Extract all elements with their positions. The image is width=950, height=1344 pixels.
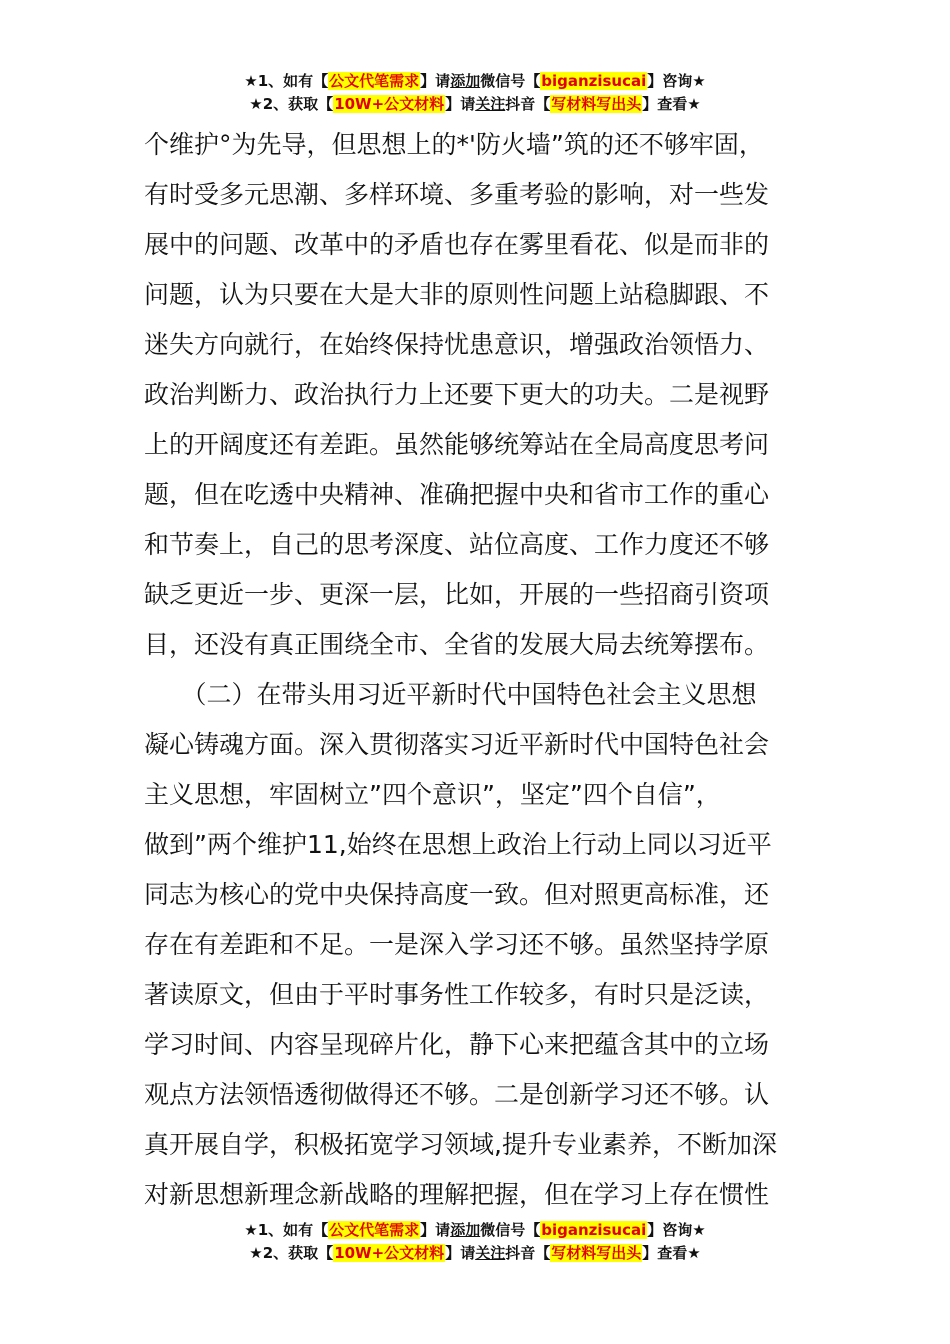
text-line: 存在有差距和不足。一是深入学习还不够。虽然坚持学原 (144, 930, 770, 959)
text-line: 著读原文，但由于平时事务性工作较多，有时只是泛读， (144, 980, 770, 1009)
follow-underline: 关注 (475, 95, 506, 113)
follow-underline: 关注 (475, 1244, 506, 1262)
text-line: 目，还没有真正围绕全市、全省的发展大局去统筹摆布。 (144, 630, 770, 659)
promo-text: ★2、获取【 (249, 95, 334, 113)
section-heading-line: （二）在带头用习近平新时代中国特色社会主义思想 (144, 680, 757, 709)
promo-text: ★2、获取【 (249, 1244, 334, 1262)
text-line: 缺乏更近一步、更深一层，比如，开展的一些招商引资项 (144, 580, 770, 609)
text-line: 做到”两个维护11,始终在思想上政治上行动上同以习近平 (144, 830, 772, 859)
douyin-id-highlight: 写材料写出头 (551, 1244, 642, 1262)
header-promo-banner (0, 70, 950, 116)
douyin-id-highlight: 写材料写出头 (551, 95, 642, 113)
add-underline: 添加 (450, 1221, 481, 1239)
text-line: 凝心铸魂方面。深入贯彻落实习近平新时代中国特色社会 (144, 730, 770, 759)
text-line: 上的开阔度还有差距。虽然能够统筹站在全局高度思考问 (144, 430, 770, 459)
text-line: 问题，认为只要在大是大非的原则性问题上站稳脚跟、不 (144, 280, 770, 309)
footer-promo-banner (0, 1219, 950, 1265)
promo-text: 抖音【 (505, 1244, 551, 1262)
text-line: 对新思想新理念新战略的理解把握，但在学习上存在惯性 (144, 1180, 770, 1209)
promo-line-2 (0, 1242, 950, 1265)
promo-text: 】咨询★ (647, 72, 706, 90)
promo-line-2 (0, 93, 950, 116)
promo-text: 微信号【 (480, 1221, 541, 1239)
text-line: 展中的问题、改革中的矛盾也存在雾里看花、似是而非的 (144, 230, 770, 259)
text-line: 和节奏上，自己的思考深度、站位高度、工作力度还不够 (144, 530, 770, 559)
text-line: 真开展自学，积极拓宽学习领域,提升专业素养，不断加深 (144, 1130, 777, 1159)
document-body (144, 120, 808, 1220)
promo-text: 】咨询★ (647, 1221, 706, 1239)
promo-text: 】请 (445, 95, 476, 113)
service-highlight: 公文代笔需求 (329, 72, 420, 90)
text-line: 同志为核心的党中央保持高度一致。但对照更高标准，还 (144, 880, 770, 909)
text-line: 政治判断力、政治执行力上还要下更大的功夫。二是视野 (144, 380, 770, 409)
promo-text: 】请 (445, 1244, 476, 1262)
service-highlight: 公文代笔需求 (329, 1221, 420, 1239)
promo-text: 】查看★ (642, 95, 701, 113)
text-line: 个维护°为先导，但思想上的*'防火墙”筑的还不够牢固， (144, 130, 764, 159)
text-line: 学习时间、内容呈现碎片化，静下心来把蕴含其中的立场 (144, 1030, 770, 1059)
text-line: 迷失方向就行，在始终保持忧患意识，增强政治领悟力、 (144, 330, 770, 359)
promo-line-1 (0, 70, 950, 93)
wechat-id-highlight: biganzisucai (541, 72, 647, 90)
material-highlight: 10W+公文材料 (334, 1244, 445, 1262)
text-line: 观点方法领悟透彻做得还不够。二是创新学习还不够。认 (144, 1080, 770, 1109)
add-underline: 添加 (450, 72, 481, 90)
text-line: 题，但在吃透中央精神、准确把握中央和省市工作的重心 (144, 480, 770, 509)
material-highlight: 10W+公文材料 (334, 95, 445, 113)
promo-text: 微信号【 (480, 72, 541, 90)
text-line: 有时受多元思潮、多样环境、多重考验的影响，对一些发 (144, 180, 770, 209)
promo-text: 】请 (420, 1221, 451, 1239)
promo-text: 抖音【 (505, 95, 551, 113)
promo-text: 】查看★ (642, 1244, 701, 1262)
promo-line-1 (0, 1219, 950, 1242)
promo-text: 】请 (420, 72, 451, 90)
promo-text: ★1、如有【 (244, 1221, 329, 1239)
text-line: 主义思想，牢固树立”四个意识”，坚定”四个自信”， (144, 780, 721, 809)
promo-text: ★1、如有【 (244, 72, 329, 90)
wechat-id-highlight: biganzisucai (541, 1221, 647, 1239)
